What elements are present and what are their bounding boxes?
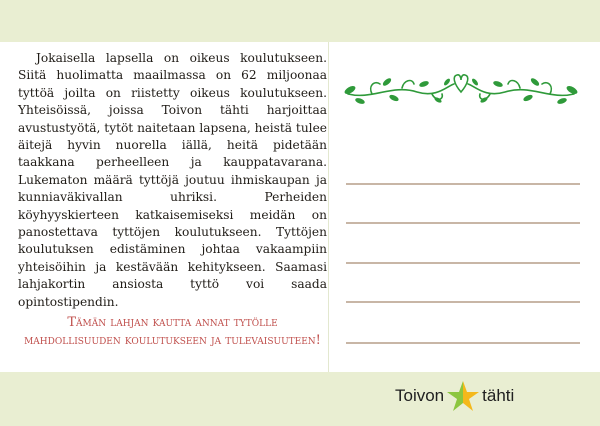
toivon-tahti-logo — [395, 378, 535, 414]
top-band — [0, 0, 600, 42]
logo-word-tahti: tähti — [482, 386, 515, 405]
writing-line — [346, 183, 580, 185]
vine-ornament-icon — [342, 70, 580, 110]
writing-line — [346, 262, 580, 264]
writing-line — [346, 222, 580, 224]
writing-line — [346, 342, 580, 344]
logo-word-toivon: Toivon — [395, 386, 445, 405]
writing-line — [346, 301, 580, 303]
column-divider — [328, 42, 329, 372]
star-icon — [445, 378, 481, 414]
body-text: Jokaisella lapsella on oikeus koulutukseen. Siitä huolimatta maailmassa on 62 miljoonaa tyttöä joilta on riistetty oikeus koulutukseen. Yhteisöissä, joissa Toivon tähti harjoittaa avustustyötä, tytöt naitetaan lapsena, heistä tulee äitejä hyvin nuorella iällä, heitä pidetään taakkana perheelleen ja kauppatavarana. Lukematon määrä tyttöjä joutuu ihmiskaupan ja kunniaväkivallan uhriksi. Perheiden köyhyyskierteen katkaisemiseksi meidän on panostettava tyttöjen koulutukseen. Tyttöjen koulutuksen edistäminen johtaa vakaampiin yhteisöihin ja kestävään kehitykseen. Saamasi lahjakortin ansiosta tyttö voi saada opintostipendin. — [18, 51, 327, 309]
gift-quote: Tämän lahjan kautta annat tytölle mahdollisuuden koulutukseen ja tulevaisuuteen! — [24, 315, 321, 348]
